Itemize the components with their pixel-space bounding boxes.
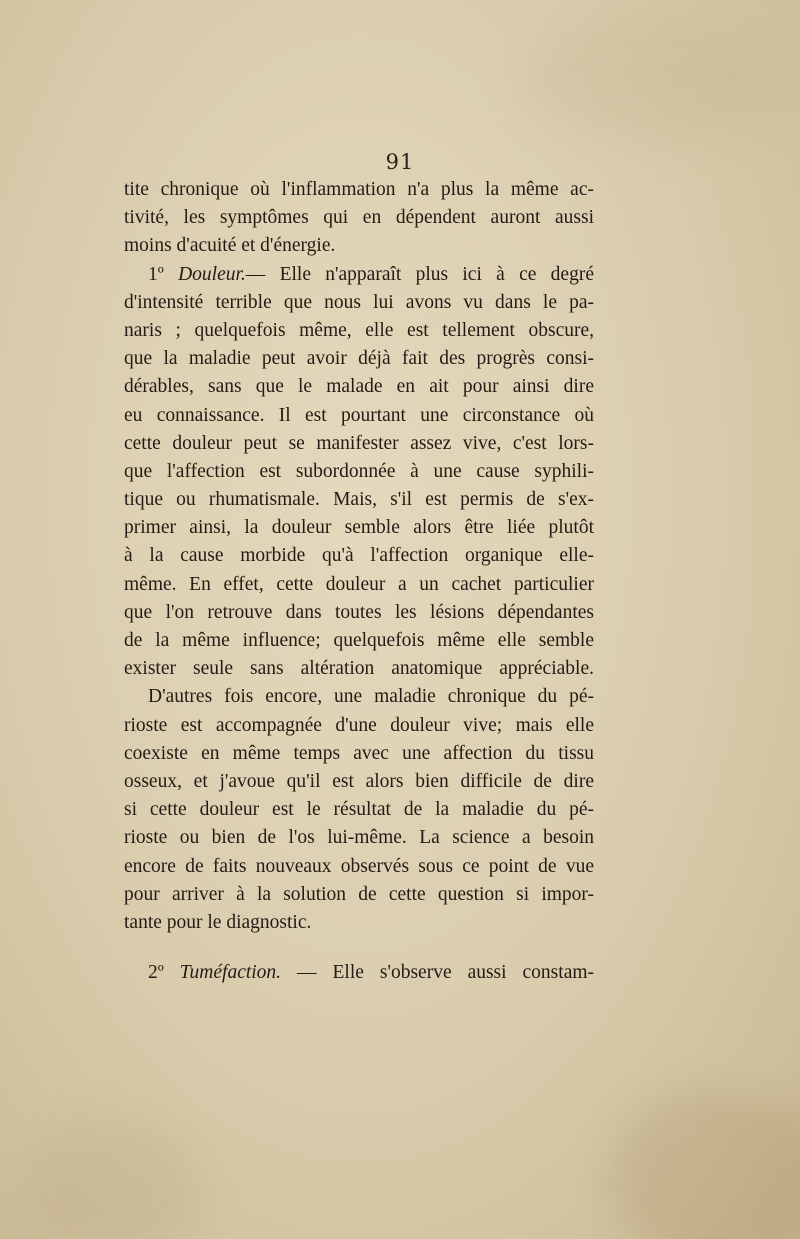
text-line bbox=[124, 909, 594, 937]
text-line bbox=[124, 261, 594, 289]
line-text: exister seule sans altération anatomique appréciable. bbox=[124, 658, 594, 680]
line-text: naris ; quelquefois même, elle est tellement obscure, bbox=[124, 319, 594, 341]
line-text: D'autres fois encore, une maladie chronique du pé- bbox=[148, 686, 594, 708]
line-text: que l'on retrouve dans toutes les lésions dépendantes bbox=[124, 601, 594, 623]
line-text: tite chronique où l'inflammation n'a plus la même ac- bbox=[124, 179, 594, 200]
text-line bbox=[124, 740, 594, 768]
text-line bbox=[124, 514, 594, 542]
line-text: dérables, sans que le malade en ait pour ainsi dire bbox=[124, 376, 594, 398]
section-heading: Tuméfaction. bbox=[179, 962, 282, 984]
text-line bbox=[124, 317, 594, 345]
line-text: cette douleur peut se manifester assez vive, c'est lors- bbox=[124, 432, 594, 454]
text-line bbox=[124, 176, 594, 204]
section-heading: Douleur. bbox=[178, 263, 246, 285]
text-line bbox=[124, 486, 594, 514]
text-line bbox=[124, 853, 594, 881]
line-text: moins d'acuité et d'énergie. bbox=[124, 235, 336, 257]
paper-stain bbox=[20, 1120, 200, 1239]
text-line bbox=[124, 712, 594, 740]
paper-stain bbox=[520, 20, 780, 140]
text-line bbox=[124, 655, 594, 683]
line-text: — Elle s'observe aussi constam- bbox=[281, 962, 595, 984]
text-line bbox=[124, 373, 594, 401]
text-line bbox=[124, 627, 594, 655]
line-text: rioste est accompagnée d'une douleur vive; mais elle bbox=[124, 714, 594, 736]
line-text: coexiste en même temps avec une affection du tissu bbox=[124, 742, 594, 764]
line-text: de la même influence; quelquefois même elle semble bbox=[124, 630, 594, 651]
text-line bbox=[124, 959, 594, 987]
text-line bbox=[124, 881, 594, 909]
line-text: que la maladie peut avoir déjà fait des progrès consi- bbox=[124, 348, 594, 370]
text-line bbox=[124, 430, 594, 458]
text-line bbox=[124, 458, 594, 486]
page-number: 91 bbox=[385, 150, 415, 174]
line-text: tivité, les symptômes qui en dépendent auront aussi bbox=[124, 207, 594, 229]
line-text: même. En effet, cette douleur a un cachet particulier bbox=[124, 573, 594, 595]
line-text: encore de faits nouveaux observés sous ce point de vue bbox=[124, 855, 594, 877]
text-line bbox=[124, 289, 594, 317]
text-line bbox=[124, 683, 594, 711]
line-text: tique ou rhumatismale. Mais, s'il est permis de s'ex- bbox=[124, 489, 594, 511]
body-text bbox=[124, 176, 594, 987]
line-text: à la cause morbide qu'à l'affection organique elle- bbox=[124, 545, 594, 567]
paper-stain bbox=[610, 1090, 800, 1239]
paragraph-gap bbox=[124, 937, 594, 959]
text-line bbox=[124, 599, 594, 627]
line-text: tante pour le diagnostic. bbox=[124, 911, 312, 933]
text-line bbox=[124, 824, 594, 852]
line-text: — Elle n'apparaît plus ici à ce degré bbox=[245, 263, 594, 285]
line-text: eu connaissance. Il est pourtant une circonstance où bbox=[124, 404, 594, 426]
text-line bbox=[124, 402, 594, 430]
line-text: si cette douleur est le résultat de la maladie du pé- bbox=[124, 799, 594, 821]
line-text: osseux, et j'avoue qu'il est alors bien difficile de dire bbox=[124, 770, 594, 792]
text-line bbox=[124, 796, 594, 824]
section-number: 1º bbox=[148, 263, 179, 285]
text-line bbox=[124, 345, 594, 373]
line-text: d'intensité terrible que nous lui avons vu dans le pa- bbox=[124, 291, 594, 313]
text-line bbox=[124, 204, 594, 232]
line-text: primer ainsi, la douleur semble alors être liée plutôt bbox=[124, 517, 594, 539]
section-number: 2º bbox=[148, 962, 180, 984]
line-text: que l'affection est subordonnée à une cause syphili- bbox=[124, 460, 594, 482]
text-line bbox=[124, 232, 594, 260]
text-line bbox=[124, 571, 594, 599]
text-line bbox=[124, 768, 594, 796]
line-text: rioste ou bien de l'os lui-même. La science a besoin bbox=[124, 827, 594, 849]
line-text: pour arriver à la solution de cette question si impor- bbox=[124, 883, 594, 905]
text-line bbox=[124, 542, 594, 570]
